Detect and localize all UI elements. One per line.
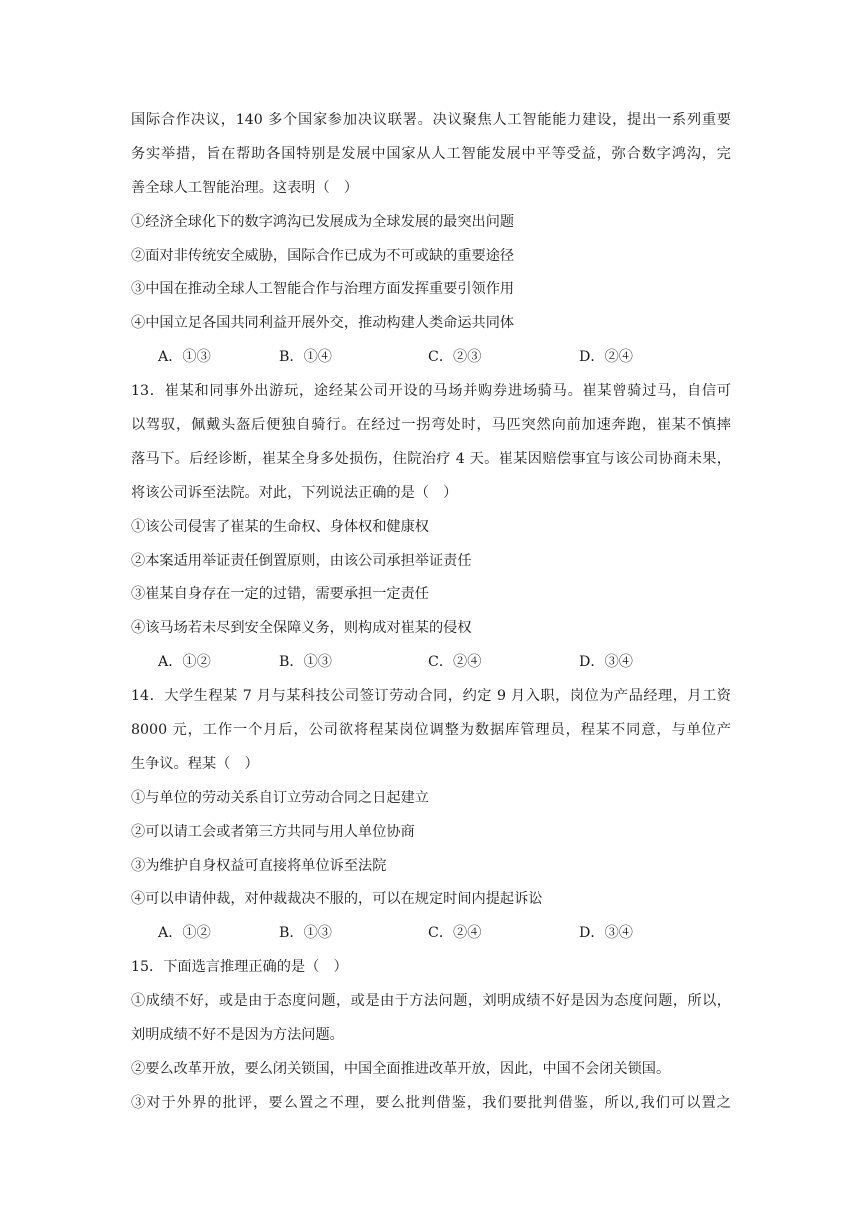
question-stem-line: 生争议。程某（ ） [131, 755, 259, 772]
option-a: A．①② [158, 654, 211, 671]
statement-4: ④该马场若未尽到安全保障义务，则构成对崔某的侵权 [131, 620, 472, 637]
statement-1-continued: 刘明成绩不好不是因为方法问题。 [131, 1027, 344, 1044]
option-c: C．②④ [428, 654, 482, 671]
option-b: B．①④ [279, 349, 332, 366]
question-stem-line: 将该公司诉至法院。对此，下列说法正确的是（ ） [131, 484, 458, 501]
answer-options [131, 646, 731, 680]
answer-options [131, 341, 731, 375]
statement-2: ②要么改革开放，要么闭关锁国，中国全面推进改革开放，因此，中国不会闭关锁国。 [131, 1060, 671, 1077]
document-page [131, 104, 731, 1121]
option-c: C．②④ [428, 925, 482, 942]
statement-2: ②本案适用举证责任倒置原则，由该公司承担举证责任 [131, 552, 472, 569]
question-stem-line: 14．大学生程某 7 月与某科技公司签订劳动合同，约定 9 月入职，岗位为产品经理，月工资 [131, 688, 731, 705]
statement-1: ①经济全球化下的数字鸿沟已发展成为全球发展的最突出问题 [131, 213, 515, 230]
option-a: A．①② [158, 925, 211, 942]
question-stem-line: 15．下面选言推理正确的是（ ） [131, 959, 348, 976]
question-stem-line: 8000 元，工作一个月后，公司欲将程某岗位调整为数据库管理员，程某不同意，与单位产 [131, 722, 731, 739]
option-a: A．①③ [158, 349, 211, 366]
option-b: B．①③ [279, 654, 332, 671]
statement-3: ③对于外界的批评，要么置之不理，要么批判借鉴，我们要批判借鉴，所以,我们可以置之 [131, 1094, 731, 1111]
option-b: B．①③ [279, 925, 332, 942]
question-stem-line: 善全球人工智能治理。这表明（ ） [131, 179, 359, 196]
question-stem-line: 以驾驭，佩戴头盔后便独自骑行。在经过一拐弯处时，马匹突然向前加速奔跑，崔某不慎摔 [131, 417, 731, 434]
option-d: D．③④ [579, 654, 633, 671]
statement-1: ①成绩不好，或是由于态度问题，或是由于方法问题，刘明成绩不好是因为态度问题，所以， [131, 993, 731, 1010]
statement-3: ③为维护自身权益可直接将单位诉至法院 [131, 857, 387, 874]
statement-1: ①与单位的劳动关系自订立劳动合同之日起建立 [131, 789, 429, 806]
option-c: C．②③ [428, 349, 482, 366]
statement-3: ③崔某自身存在一定的过错，需要承担一定责任 [131, 586, 429, 603]
answer-options [131, 917, 731, 951]
question-15 [131, 951, 731, 1120]
statement-4: ④可以申请仲裁，对仲裁裁决不服的，可以在规定时间内提起诉讼 [131, 891, 543, 908]
statement-2: ②可以请工会或者第三方共同与用人单位协商 [131, 823, 415, 840]
statement-3: ③中国在推动全球人工智能合作与治理方面发挥重要引领作用 [131, 281, 515, 298]
question-stem-line: 落马下。后经诊断，崔某全身多处损伤，住院治疗 4 天。崔某因赔偿事宜与该公司协商未果， [131, 450, 731, 467]
statement-2: ②面对非传统安全威胁，国际合作已成为不可或缺的重要途径 [131, 247, 515, 264]
statement-4: ④中国立足各国共同利益开展外交，推动构建人类命运共同体 [131, 315, 515, 332]
question-14 [131, 680, 731, 951]
option-d: D．②④ [579, 349, 633, 366]
question-stem-line: 务实举措，旨在帮助各国特别是发展中国家从人工智能发展中平等受益，弥合数字鸿沟，完 [131, 145, 731, 162]
question-stem-line: 国际合作决议，140 多个国家参加决议联署。决议聚焦人工智能能力建设，提出一系列重要 [131, 112, 731, 128]
option-d: D．③④ [579, 925, 633, 942]
question-12 [131, 104, 731, 375]
question-13 [131, 375, 731, 680]
statement-1: ①该公司侵害了崔某的生命权、身体权和健康权 [131, 518, 429, 535]
question-stem-line: 13．崔某和同事外出游玩，途经某公司开设的马场并购券进场骑马。崔某曾骑过马，自信可 [131, 383, 731, 400]
